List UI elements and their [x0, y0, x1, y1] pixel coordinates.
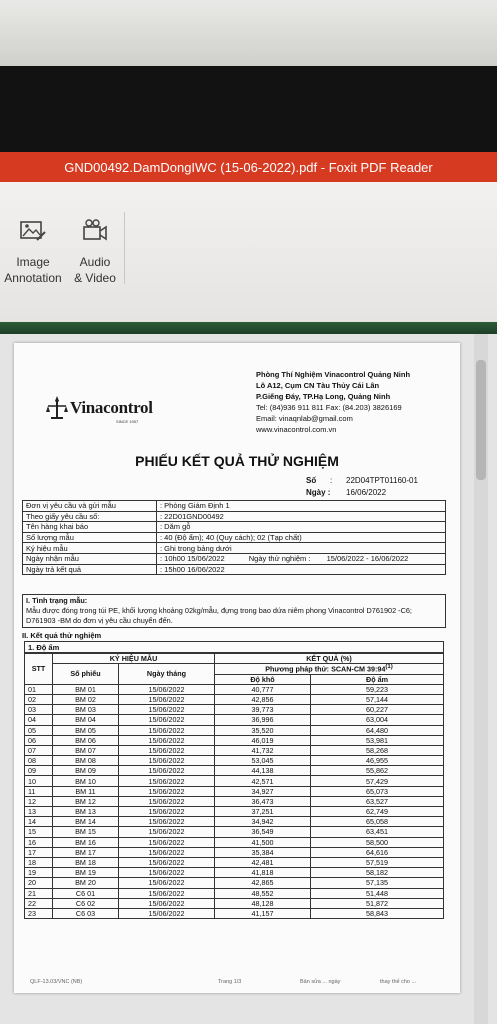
cell-ngay-thang: 15/06/2022	[119, 705, 215, 715]
cell-so-phieu: BM 04	[53, 715, 119, 725]
cell-do-kho: 36,996	[215, 715, 311, 725]
cell-so-phieu: BM 18	[53, 857, 119, 867]
cell-ngay-thang: 15/06/2022	[119, 796, 215, 806]
cell-stt: 06	[25, 735, 53, 745]
table-row	[25, 725, 444, 735]
lab-line: Tel: (84)936 911 811 Fax: (84.203) 3826169	[256, 403, 402, 412]
cell-do-kho: 42,856	[215, 694, 311, 704]
cell-ngay-thang: 15/06/2022	[119, 735, 215, 745]
footer-change: thay thế cho ...	[380, 979, 417, 985]
footer-edition: Bản sửa ... ngày	[300, 979, 341, 985]
cell-so-phieu: C6 02	[53, 898, 119, 908]
cell-ngay-thang: 15/06/2022	[119, 756, 215, 766]
footer-code: QLF-13.03/VNC (NB)	[30, 979, 83, 985]
header-ngay-thang: Ngày tháng	[119, 664, 215, 685]
cell-so-phieu: BM 07	[53, 745, 119, 755]
results-body	[25, 684, 444, 918]
cell-stt: 04	[25, 715, 53, 725]
method-sup: (1)	[385, 664, 393, 671]
cell-stt: 19	[25, 868, 53, 878]
cell-so-phieu: BM 14	[53, 817, 119, 827]
lab-line: Email: vinaqnlab@gmail.com	[256, 414, 353, 423]
cell-ngay-thang: 15/06/2022	[119, 868, 215, 878]
window-title: GND00492.DamDongIWC (15-06-2022).pdf - Foxit PDF Reader	[64, 159, 433, 175]
table-row	[25, 878, 444, 888]
image-annotation-icon	[19, 218, 47, 244]
cell-do-kho: 35,384	[215, 847, 311, 857]
cell-so-phieu: BM 15	[53, 827, 119, 837]
cell-ngay-thang: 15/06/2022	[119, 888, 215, 898]
so-label: Số	[306, 476, 317, 485]
header-ky-hieu: KÝ HIỆU MẪU	[53, 654, 215, 664]
table-row	[25, 807, 444, 817]
cell-do-kho: 40,777	[215, 684, 311, 694]
cell-do-am: 60,227	[311, 705, 444, 715]
results-section-title: II. Kết quả thử nghiệm	[22, 631, 102, 640]
cell-do-am: 63,527	[311, 796, 444, 806]
cell-do-am: 62,749	[311, 807, 444, 817]
cell-ngay-thang: 15/06/2022	[119, 715, 215, 725]
cell-so-phieu: C6 03	[53, 908, 119, 918]
cell-ngay-thang: 15/06/2022	[119, 745, 215, 755]
ribbon-toolbar	[0, 182, 497, 322]
lab-line: P.Giếng Đáy, TP.Hạ Long, Quảng Ninh	[256, 392, 391, 401]
cell-stt: 22	[25, 898, 53, 908]
cell-so-phieu: BM 09	[53, 766, 119, 776]
image-annotation-label-1: Image	[16, 255, 50, 269]
info-key: Ngày nhận mẫu	[23, 553, 157, 564]
scrollbar-thumb[interactable]	[476, 360, 486, 480]
cell-do-kho: 42,865	[215, 878, 311, 888]
moisture-subtitle: 1. Độ ẩm	[24, 641, 444, 653]
cell-so-phieu: BM 16	[53, 837, 119, 847]
info-row	[23, 553, 446, 564]
cell-do-am: 57,135	[311, 878, 444, 888]
so-colon: :	[330, 476, 333, 485]
sample-info-table	[22, 500, 446, 575]
cell-do-am: 59,223	[311, 684, 444, 694]
cell-stt: 01	[25, 684, 53, 694]
table-row	[25, 796, 444, 806]
cell-do-am: 46,955	[311, 756, 444, 766]
cell-so-phieu: BM 03	[53, 705, 119, 715]
cell-stt: 18	[25, 857, 53, 867]
cell-so-phieu: BM 19	[53, 868, 119, 878]
cell-stt: 13	[25, 807, 53, 817]
cell-do-am: 51,448	[311, 888, 444, 898]
header-so-phieu: Số phiếu	[53, 664, 119, 685]
cell-do-kho: 37,251	[215, 807, 311, 817]
info-row	[23, 511, 446, 522]
sample-condition-box	[22, 594, 446, 628]
info-value: : 15h00 16/06/2022	[157, 564, 446, 575]
info-key: Tên hàng khai báo	[23, 522, 157, 533]
cell-do-am: 64,616	[311, 847, 444, 857]
ngay-label: Ngày :	[306, 488, 331, 497]
table-row	[25, 766, 444, 776]
so-value: 22D04TPT01160-01	[346, 476, 418, 485]
background-wall	[0, 0, 497, 66]
table-row	[25, 837, 444, 847]
cell-do-am: 55,862	[311, 766, 444, 776]
cell-do-kho: 46,019	[215, 735, 311, 745]
pdf-page	[14, 343, 460, 993]
cell-stt: 20	[25, 878, 53, 888]
condition-text: Mẫu được đóng trong túi PE, khối lượng khoảng 02kg/mẫu, đựng trong bao dứa niêm phong Vinacontrol D761902 -C6; D761903 -BM do đơn vị yêu cầu chuyển đến.	[26, 606, 412, 625]
cell-do-am: 64,480	[311, 725, 444, 735]
info-key: Ký hiệu mẫu	[23, 543, 157, 554]
cell-ngay-thang: 15/06/2022	[119, 847, 215, 857]
cell-stt: 03	[25, 705, 53, 715]
results-table	[24, 653, 444, 919]
info-row	[23, 532, 446, 543]
image-annotation-button[interactable]	[0, 218, 66, 286]
audio-video-label-1: Audio	[79, 255, 111, 269]
lab-line: Phòng Thí Nghiệm Vinacontrol Quảng Ninh	[256, 370, 411, 379]
cell-ngay-thang: 15/06/2022	[119, 878, 215, 888]
cell-stt: 16	[25, 837, 53, 847]
cell-so-phieu: BM 08	[53, 756, 119, 766]
cell-stt: 02	[25, 694, 53, 704]
cell-do-kho: 41,732	[215, 745, 311, 755]
info-value: : 22D01GND00492	[157, 511, 446, 522]
audio-video-label-2: & Video	[74, 271, 116, 285]
cell-ngay-thang: 15/06/2022	[119, 694, 215, 704]
header-do-kho: Độ khô	[215, 674, 311, 684]
cell-do-kho: 42,571	[215, 776, 311, 786]
test-date-value: 15/06/2022 - 16/06/2022	[326, 554, 409, 564]
cell-ngay-thang: 15/06/2022	[119, 684, 215, 694]
table-row	[25, 745, 444, 755]
cell-do-kho: 42,481	[215, 857, 311, 867]
cell-so-phieu: BM 13	[53, 807, 119, 817]
image-annotation-label-2: Annotation	[4, 271, 62, 285]
vinacontrol-logo	[46, 395, 153, 424]
table-row	[25, 817, 444, 827]
ribbon-bottom-band	[0, 322, 497, 334]
cell-so-phieu: BM 11	[53, 786, 119, 796]
logo-text: Vinacontrol	[70, 398, 153, 417]
cell-stt: 07	[25, 745, 53, 755]
header-stt: STT	[25, 654, 53, 685]
table-row	[25, 868, 444, 878]
info-row	[23, 543, 446, 554]
cell-do-am: 51,872	[311, 898, 444, 908]
info-value: : 10h00 15/06/2022	[160, 554, 225, 564]
table-row	[25, 684, 444, 694]
table-row	[25, 705, 444, 715]
condition-title: I. Tình trạng mẫu:	[26, 596, 88, 605]
info-key: Ngày trả kết quả	[23, 564, 157, 575]
info-row	[23, 501, 446, 512]
cell-stt: 14	[25, 817, 53, 827]
cell-do-kho: 36,549	[215, 827, 311, 837]
table-row	[25, 847, 444, 857]
cell-do-am: 57,144	[311, 694, 444, 704]
cell-ngay-thang: 15/06/2022	[119, 817, 215, 827]
cell-do-kho: 48,552	[215, 888, 311, 898]
cell-stt: 17	[25, 847, 53, 857]
header-method	[215, 664, 444, 674]
info-row	[23, 522, 446, 533]
cell-do-am: 58,182	[311, 868, 444, 878]
info-value: : 40 (Độ ẩm); 40 (Quy cách); 02 (Tạp chất)	[157, 532, 446, 543]
cell-do-kho: 41,500	[215, 837, 311, 847]
cell-do-am: 53,981	[311, 735, 444, 745]
info-key: Số lượng mẫu	[23, 532, 157, 543]
cell-so-phieu: BM 02	[53, 694, 119, 704]
cell-do-kho: 35,520	[215, 725, 311, 735]
cell-do-am: 57,429	[311, 776, 444, 786]
cell-so-phieu: BM 17	[53, 847, 119, 857]
cell-so-phieu: BM 10	[53, 776, 119, 786]
cell-do-kho: 53,045	[215, 756, 311, 766]
info-key: Đơn vị yêu cầu và gửi mẫu	[23, 501, 157, 512]
cell-ngay-thang: 15/06/2022	[119, 898, 215, 908]
audio-video-button[interactable]	[62, 218, 128, 286]
cell-stt: 05	[25, 725, 53, 735]
cell-so-phieu: BM 20	[53, 878, 119, 888]
info-key: Theo giấy yêu cầu số:	[23, 511, 157, 522]
info-value: : Phòng Giám Định 1	[157, 501, 446, 512]
cell-stt: 08	[25, 756, 53, 766]
info-value: : Ghi trong bảng dưới	[157, 543, 446, 554]
cell-do-kho: 34,927	[215, 786, 311, 796]
table-row	[25, 715, 444, 725]
cell-stt: 21	[25, 888, 53, 898]
header-ket-qua: KẾT QUẢ (%)	[215, 654, 444, 664]
lab-line: www.vinacontrol.com.vn	[256, 425, 337, 434]
cell-do-kho: 34,942	[215, 817, 311, 827]
table-row	[25, 908, 444, 918]
header-do-am: Độ ẩm	[311, 674, 444, 684]
table-row	[25, 888, 444, 898]
cell-so-phieu: C6 01	[53, 888, 119, 898]
table-row	[25, 694, 444, 704]
cell-so-phieu: BM 06	[53, 735, 119, 745]
cell-ngay-thang: 15/06/2022	[119, 827, 215, 837]
cell-do-kho: 44,138	[215, 766, 311, 776]
cell-do-kho: 36,473	[215, 796, 311, 806]
cell-stt: 23	[25, 908, 53, 918]
cell-so-phieu: BM 12	[53, 796, 119, 806]
table-row	[25, 898, 444, 908]
footer-page: Trang 1/3	[218, 979, 242, 985]
cell-stt: 12	[25, 796, 53, 806]
info-row	[23, 564, 446, 575]
cell-ngay-thang: 15/06/2022	[119, 766, 215, 776]
cell-do-am: 63,004	[311, 715, 444, 725]
cell-do-kho: 41,157	[215, 908, 311, 918]
monitor-bezel	[0, 66, 497, 152]
cell-ngay-thang: 15/06/2022	[119, 776, 215, 786]
cell-ngay-thang: 15/06/2022	[119, 786, 215, 796]
cell-do-am: 58,500	[311, 837, 444, 847]
cell-do-am: 58,843	[311, 908, 444, 918]
cell-do-am: 57,519	[311, 857, 444, 867]
method-text: Phương pháp thử: SCAN-CM 39:94	[265, 664, 386, 674]
report-title: PHIẾU KẾT QUẢ THỬ NGHIỆM	[135, 453, 339, 469]
cell-ngay-thang: 15/06/2022	[119, 908, 215, 918]
cell-do-am: 63,451	[311, 827, 444, 837]
test-date-label: Ngày thử nghiệm :	[248, 554, 311, 564]
cell-do-am: 65,073	[311, 786, 444, 796]
info-value: : Dăm gỗ	[157, 522, 446, 533]
cell-so-phieu: BM 01	[53, 684, 119, 694]
logo-emblem-icon	[46, 395, 68, 421]
cell-stt: 15	[25, 827, 53, 837]
window-titlebar	[0, 152, 497, 182]
audio-video-icon	[81, 218, 109, 244]
table-row	[25, 857, 444, 867]
cell-stt: 11	[25, 786, 53, 796]
table-row	[25, 786, 444, 796]
table-row	[25, 827, 444, 837]
cell-do-am: 65,058	[311, 817, 444, 827]
info-value-cell	[157, 553, 446, 564]
cell-ngay-thang: 15/06/2022	[119, 807, 215, 817]
lab-address	[256, 369, 410, 435]
ngay-value: 16/06/2022	[346, 488, 387, 497]
logo-since: SINCE 1957	[116, 419, 139, 424]
cell-so-phieu: BM 05	[53, 725, 119, 735]
table-row	[25, 735, 444, 745]
lab-line: Lô A12, Cụm CN Tàu Thủy Cái Lân	[256, 381, 380, 390]
cell-stt: 10	[25, 776, 53, 786]
cell-ngay-thang: 15/06/2022	[119, 857, 215, 867]
table-row	[25, 756, 444, 766]
cell-do-kho: 48,128	[215, 898, 311, 908]
ribbon-separator	[124, 212, 125, 284]
cell-do-am: 58,268	[311, 745, 444, 755]
cell-ngay-thang: 15/06/2022	[119, 725, 215, 735]
cell-do-kho: 39,773	[215, 705, 311, 715]
cell-stt: 09	[25, 766, 53, 776]
cell-do-kho: 41,818	[215, 868, 311, 878]
cell-ngay-thang: 15/06/2022	[119, 837, 215, 847]
table-row	[25, 776, 444, 786]
